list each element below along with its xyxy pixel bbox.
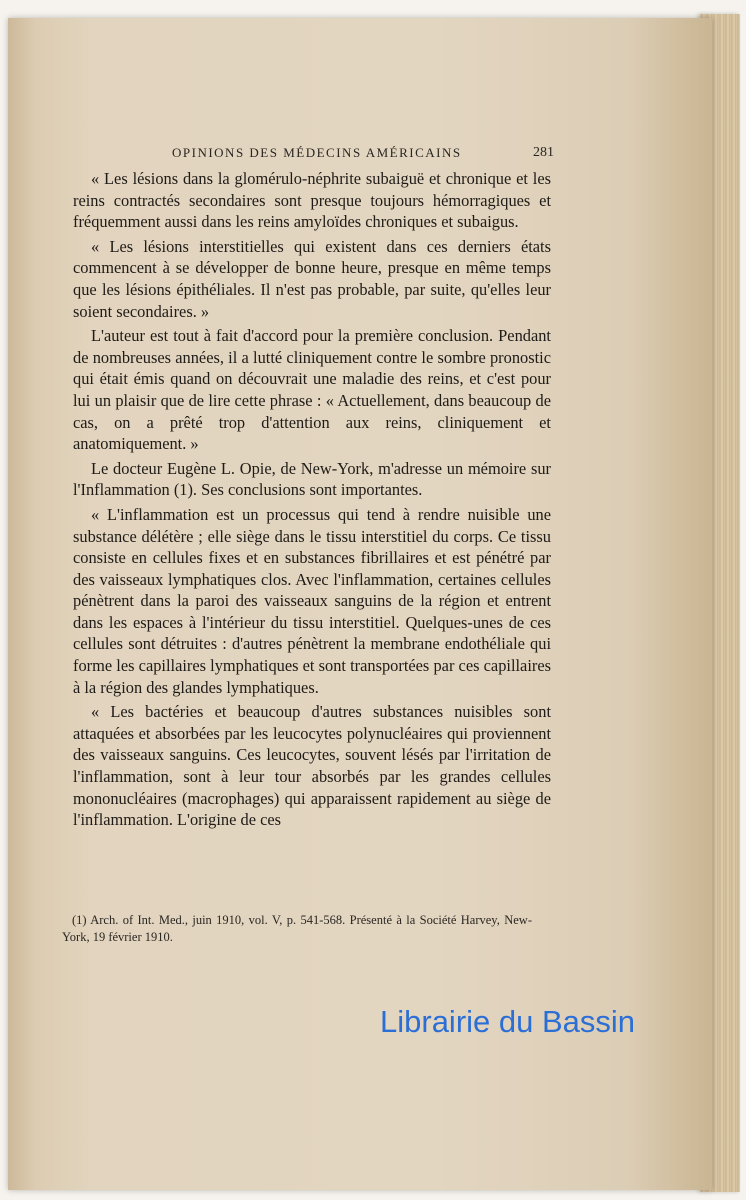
paragraph: « L'inflammation est un processus qui tend à rendre nuisible une substance délétère ; elle siège dans le tissu interstitiel du corps. Ce tissu consiste en cellules fixes et en substances fibrillaires et est pénétré par des vaisseaux lymphatiques clos. Avec l'inflammation, certaines cellules pénètrent dans la paroi des vaisseaux sanguins de la région et entrent dans les espaces à l'intérieur du tissu interstitiel. Quelques-unes de ces cellules sont détruites : d'autres pénètrent la membrane endothéliale qui forme les capillaires lymphatiques et sont transportées par ces capillaires à la région des glandes lymphatiques.	[73, 504, 551, 697]
paragraph: « Les lésions dans la glomérulo-néphrite subaiguë et chronique et les reins contractés secondaires sont presque toujours hémorragiques et fréquemment aussi dans les reins amyloïdes chroniques et subaigus.	[73, 169, 551, 232]
header-title: OPINIONS DES MÉDECINS AMÉRICAINS	[172, 145, 462, 160]
running-header	[172, 145, 554, 165]
body-text	[73, 168, 551, 834]
paragraph: « Les lésions interstitielles qui existent dans ces derniers états commencent à se développer de bonne heure, presque en même temps que les lésions épithéliales. Il n'est pas probable, par suite, qu'elles leur soient secondaires. »	[73, 236, 551, 321]
paragraph: « Les bactéries et beaucoup d'autres substances nuisibles sont attaquées et absorbées par les leucocytes polynucléaires qui proviennent des vaisseaux sanguins. Ces leucocytes, souvent lésés par l'irritation de l'inflammation, sont à leur tour absorbés par les grandes cellules mononucléaires (macrophages) qui apparaissent rapidement au siège de l'inflammation. L'origine de ces	[73, 702, 551, 830]
footnote: (1) Arch. of Int. Med., juin 1910, vol. V, p. 541-568. Présenté à la Société Harvey, New-York, 19 février 1910.	[62, 913, 532, 944]
paragraph: Le docteur Eugène L. Opie, de New-York, m'adresse un mémoire sur l'Inflammation (1). Ses conclusions sont importantes.	[73, 458, 551, 500]
paragraph: L'auteur est tout à fait d'accord pour la première conclusion. Pendant de nombreuses années, il a lutté cliniquement contre le sombre pronostic qui était émis quand on découvrait une maladie des reins, et c'est pour lui un plaisir que de lire cette phrase : « Actuellement, dans beaucoup de cas, on a prêté trop d'attention aux reins, cliniquement et anatomiquement. »	[73, 326, 551, 454]
page-number: 281	[533, 145, 554, 160]
watermark: Librairie du Bassin	[380, 1004, 636, 1039]
